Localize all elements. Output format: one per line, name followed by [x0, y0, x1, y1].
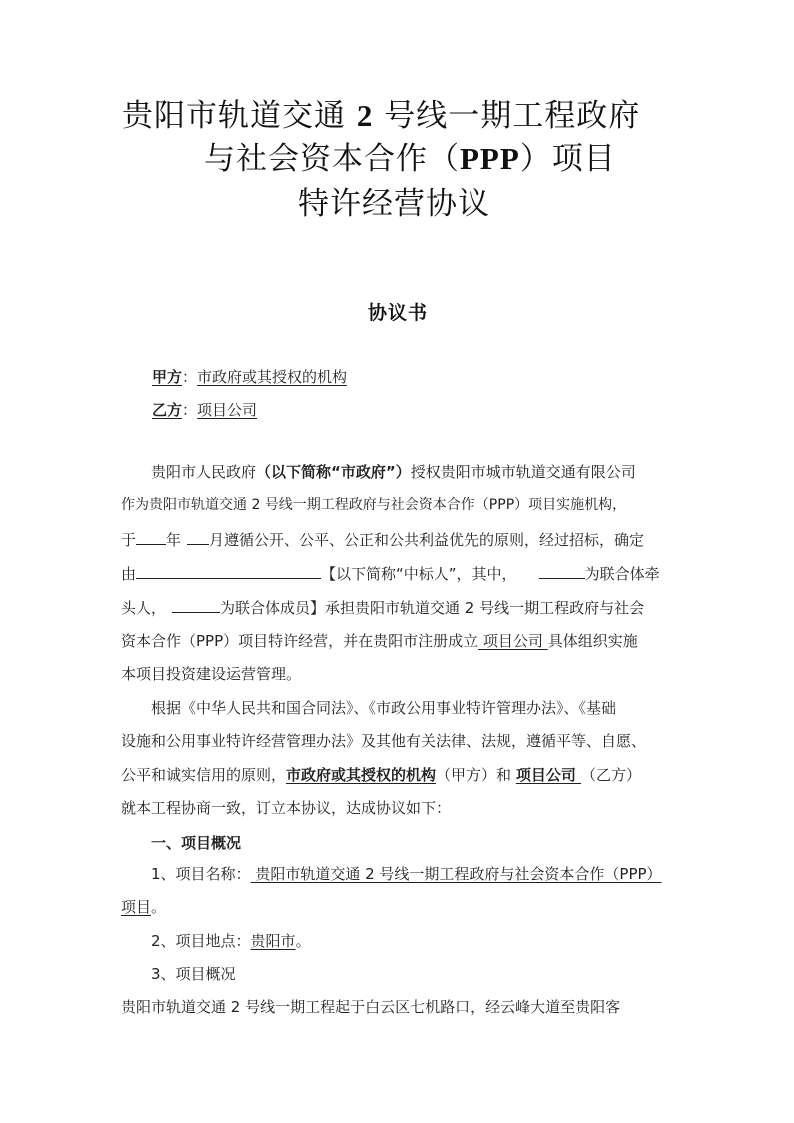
party-b-label: 乙方	[152, 401, 183, 419]
party-a-value: 市政府或其授权的机构	[197, 368, 348, 386]
title-line-3: 特许经营协议	[298, 186, 490, 222]
title-line-1: 贵阳市轨道交通 2 号线一期工程政府	[122, 98, 641, 134]
party-b-value: 项目公司	[197, 401, 258, 419]
year-blank	[136, 528, 166, 545]
section-heading: 一、项目概况	[151, 834, 242, 852]
party-a-label: 甲方	[152, 368, 183, 386]
project-overview-text: 贵阳市轨道交通 2 号线一期工程起于白云区七机路口，经云峰大道至贵阳客	[121, 998, 621, 1016]
month-blank	[187, 528, 209, 545]
document-page: 贵阳市轨道交通 2 号线一期工程政府 与社会资本合作（PPP）项目 特许经营协议 协议书 甲方：市政府或其授权的机构 乙方：项目公司 贵阳市人民政府（以下简称“市政府”）授权贵阳市城市轨道交通有限公司 作为贵阳市轨道交通 2 号线一期工程政府与社会资本合作（PPP）项目实施机构， 于 年 月遵循公开、公平、公正和公共利益优先的原则，经过招标，确定 由 【以下简称“中标人”，其中， 为联合体牵 头人， 为联合体成员】承担贵阳市轨道交通 2 号线一期工程政府与社会 资本合作（PPP）项目特许经营，并在贵阳市注册成立 项目公司 具体组织实施 本项目投资建设运营管理。 根据《中华人民共和国合同法》、《市政公用事业特许管理办法》、《基础 设施和公用事业特许经营管理办法》及其他有关法律、法规，遵循平等、自愿、 公平和诚实信用的原则，市政府或其授权的机构（甲方）和 项目公司 （乙方） 就本工程协商一致，订立本协议，达成协议如下： 一、项目概况 1、项目名称： 贵阳市轨道交通 2 号线一期工程政府与社会资本合作（PPP） 项目。 2、项目地点：贵阳市。 3、项目概况 贵阳市轨道交通 2 号线一期工程起于白云区七机路口，经云峰大道至贵阳客	[121, 98, 662, 1016]
lead-member-blank	[539, 562, 585, 579]
party-a: 甲方：市政府或其授权的机构	[152, 368, 348, 386]
project-location: 2、项目地点：贵阳市。	[151, 932, 311, 950]
section-subtitle: 协议书	[368, 302, 429, 324]
consortium-member-blank	[172, 596, 220, 613]
title-line-2: 与社会资本合作（PPP）项目	[204, 141, 616, 177]
party-b: 乙方：项目公司	[152, 401, 258, 419]
project-overview-label: 3、项目概况	[151, 965, 236, 983]
bidder-blank	[136, 562, 321, 579]
project-name: 1、项目名称： 贵阳市轨道交通 2 号线一期工程政府与社会资本合作（PPP）	[151, 865, 662, 883]
